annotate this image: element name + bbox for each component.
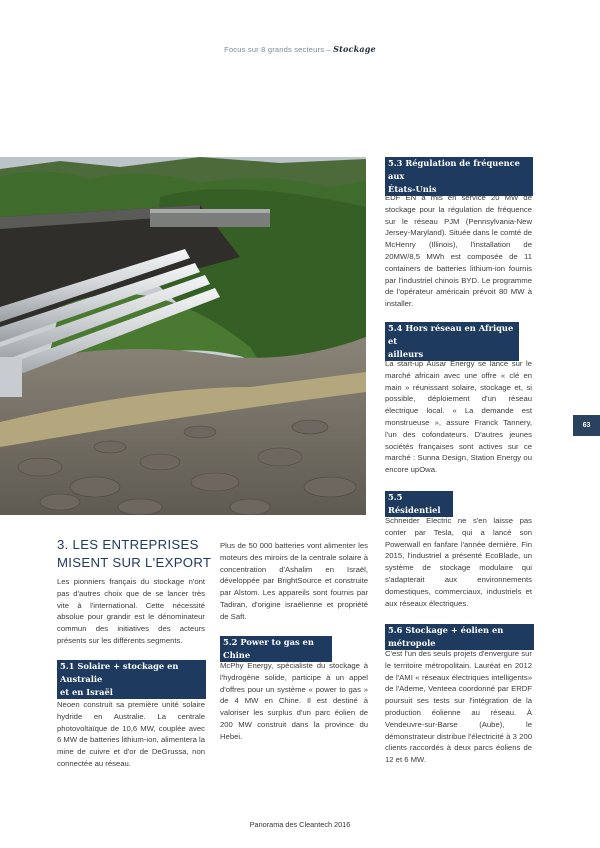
section-5-5-body: Schneider Electric ne s'en laisse pas conter par Tesla, qui a lancé son Powerwall en fanfare l'année dernière. Fin 2015, l'industriel a présenté EcoBlade, un système de stockage modulaire qui s'adapterait aux environnements domestiques, commerciaux, industriels et aux réseaux électriques. <box>385 516 532 608</box>
section-5-2-title: 5.2 Power to gas en Chine <box>220 636 332 662</box>
section-5-1-title-line2: et en Israël <box>60 687 113 697</box>
page-number-tab: 63 <box>573 415 600 436</box>
hydroelectric-dam-photo <box>0 157 366 515</box>
section-5-6-title: 5.6 Stockage + éolien en métropole <box>385 624 534 650</box>
section-5-1-title-line1: 5.1 Solaire + stockage en Australie <box>60 661 179 684</box>
section-5-4-title <box>385 322 519 361</box>
section-3-heading-line2: MISENT SUR L'EXPORT <box>57 554 212 570</box>
section-5-6-body: C'est l'un des seuls projets d'envergure sur le territoire métropolitain. Lauréat en 2012 de l'AMI « réseaux électriques intelligents» de l'Ademe, Venteea coordonné par ERDF poursuit ses tests sur l'intégration de la production éolienne au réseau. À Vendeuvre-sur-Barse (Aube), le démonstrateur distribue l'électricité à 3 200 clients raccordés à deux parcs éoliens de 12 et 6 MW. <box>385 649 532 765</box>
section-5-4-title-line2: ailleurs <box>388 349 424 359</box>
section-5-3-title-line1: 5.3 Régulation de fréquence aux <box>388 158 520 181</box>
section-5-1-body: Neoen construit sa première unité solaire hydride en Australie. La centrale photovoltaïque de 10,6 MW, couplée avec 6 MW de batteries lithium-ion, alimentera la mine de cuivre et d'or de DeGrussa, non connectée au réseau. <box>57 700 205 768</box>
page-footer: Panorama des Cleantech 2016 <box>249 820 351 829</box>
section-3-heading-line1: 3. LES ENTREPRISES <box>57 537 199 552</box>
section-5-1-title <box>57 660 206 699</box>
section-5-2-body: McPhy Energy, spécialiste du stockage à l'hydrogène solide, participe à un appel d'offres pour un système « power to gas » de 4 MW en Chine. Il est destiné à valoriser les surplus d'un parc éolien de 200 MW construit dans la province du Hebei. <box>220 661 368 741</box>
section-5-3-body: EDF EN a mis en service 20 MW de stockage pour la régulation de fréquence sur le réseau PJM (Pennsylvania-New Jersey-Maryland). Située dans le comté de McHenry (Illinois), l'installation de 20MW/8,5 MWh est composée de 11 containers de batteries lithium-ion fournis par l'industriel chinois BYD. Le programme de l'opérateur américain prévoit 80 MW à installer. <box>385 193 532 309</box>
section-5-4-title-line1: 5.4 Hors réseau en Afrique et <box>388 323 514 346</box>
section-5-3-title-line2: États-Unis <box>388 184 437 194</box>
column-2-body: Plus de 50 000 batteries vont alimenter les moteurs des miroirs de la centrale solaire à concentration d'Ashalim en Israël, développée par BrightSource et construite par Alstom. Les appareils sont fournis par Tadiran, d'origine israélienne et propriété de Saft. <box>220 541 368 621</box>
section-5-5-title: 5.5 Résidentiel <box>385 491 453 517</box>
section-3-heading <box>57 536 227 571</box>
section-5-3-title <box>385 157 533 196</box>
header-prefix: Focus sur 8 grands secteurs – <box>224 45 334 54</box>
section-3-intro: Les pionniers français du stockage n'ont pas d'autres choix que de se lancer très vite à l'international. Cette nécessité absolue pour grandir est le dénominateur commun des initiatives des acteurs présents sur les différents segments. <box>57 577 205 645</box>
running-header <box>0 44 600 54</box>
header-section: Stockage <box>333 44 376 54</box>
section-5-4-body: La start-up Ausar Energy se lance sur le marché africain avec une offre « clé en main » réunissant solaire, stockage et, si possible, déploiement d'un réseau électrique local. « La demande est monstrueuse », assure Franck Tannery, l'un des cofondateurs. D'autres jeunes sociétés françaises sont actives sur ce marché : Sunna Design, Station Energy ou encore upOwa. <box>385 359 532 475</box>
